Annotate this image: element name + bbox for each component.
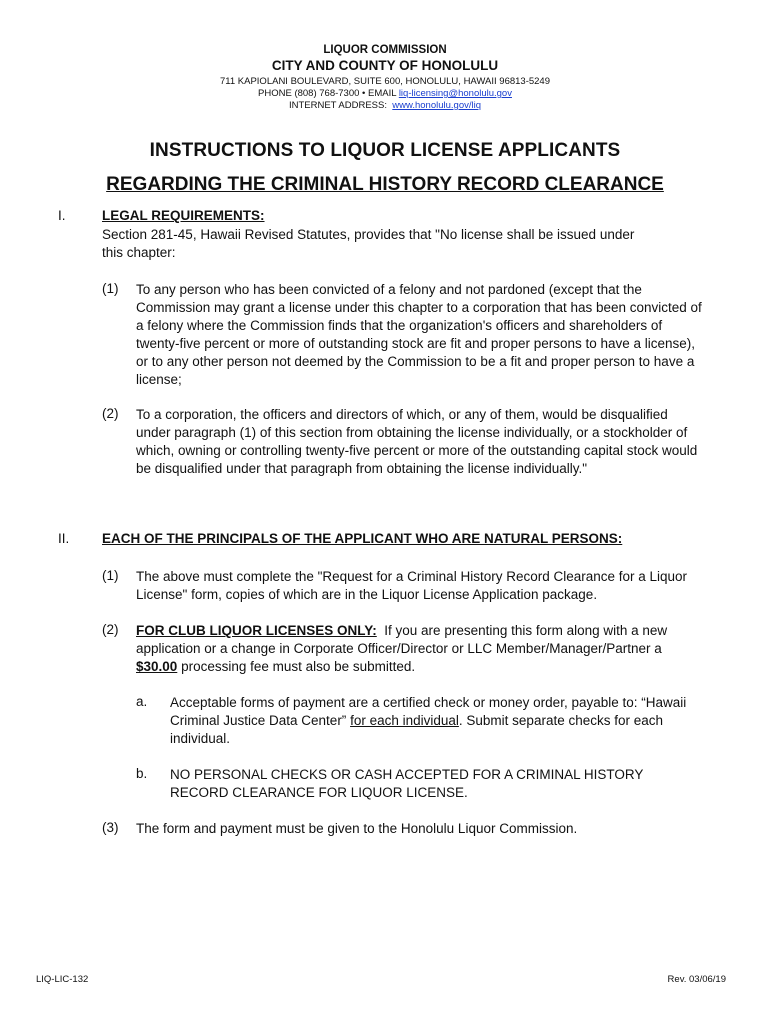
form-id: LIQ-LIC-132 (36, 974, 89, 985)
section1-intro-line1: Section 281-45, Hawaii Revised Statutes, provides that "No license shall be issued under (102, 227, 635, 242)
section1-item1-number: (1) (102, 281, 119, 296)
section1-intro (102, 226, 702, 262)
section1-item1-text: To any person who has been convicted of a felony and not pardoned (except that the Commission may grant a license under this chapter to a corporation that has been convicted of a felony where the Commission finds that the organization's officers and shareholders of twenty-five percent or more of outstanding stock are fit and proper persons to have a license), or to any other person not deemed by the Commission to be a fit and proper person to have a license; (136, 282, 702, 387)
section1-numeral: I. (58, 208, 66, 223)
website-link[interactable]: www.honolulu.gov/liq (392, 100, 482, 111)
agency-name: LIQUOR COMMISSION (323, 44, 447, 56)
document-subtitle: REGARDING THE CRIMINAL HISTORY RECORD CLEARANCE (106, 174, 664, 195)
section2-item3-number: (3) (102, 820, 119, 835)
section2-item2-text (136, 622, 706, 676)
section1-intro-line2: this chapter: (102, 245, 176, 260)
club-license-text-before: If you are presenting this form along with a new application or a change in Corporate Officer/Director or LLC Member/Manager/Partner a (136, 623, 668, 656)
section2-item1-number: (1) (102, 568, 119, 583)
club-license-label: FOR CLUB LIQUOR LICENSES ONLY: (136, 623, 377, 638)
section1-item2-number: (2) (102, 406, 119, 421)
contact-line (0, 88, 770, 99)
sub-a-underlined: for each individual (350, 713, 459, 728)
internet-label: INTERNET ADDRESS: (288, 100, 387, 111)
section2-numeral: II. (58, 531, 70, 546)
office-address: 711 KAPIOLANI BOULEVARD, SUITE 600, HONOLULU, HAWAII 96813-5249 (220, 76, 550, 87)
revision-date: Rev. 03/06/19 (667, 974, 726, 985)
sub-a-text (170, 694, 700, 748)
section1-heading: LEGAL REQUIREMENTS: (102, 208, 265, 223)
section2-heading: EACH OF THE PRINCIPALS OF THE APPLICANT WHO ARE NATURAL PERSONS: (102, 531, 623, 546)
club-license-text-after: processing fee must also be submitted. (181, 659, 416, 674)
document-title: INSTRUCTIONS TO LIQUOR LICENSE APPLICANTS (149, 140, 621, 161)
sub-b-text: NO PERSONAL CHECKS OR CASH ACCEPTED FOR A CRIMINAL HISTORY RECORD CLEARANCE FOR LIQUOR LICENSE. (170, 767, 644, 800)
phone-label: PHONE (808) 768-7300 • EMAIL (258, 88, 397, 99)
sub-a-text-after: . Submit separate checks for each individual. (170, 713, 664, 746)
section2-item2-number: (2) (102, 622, 119, 637)
sub-a-text-before: Acceptable forms of payment are a certified check or money order, payable to: “Hawaii Criminal Justice Data Center” (170, 695, 687, 728)
section1-item2-text: To a corporation, the officers and directors of which, or any of them, would be disqualified under paragraph (1) of this section from obtaining the license individually, or a stockholder of which, owning or controlling twenty-five percent or more of the outstanding capital stock would be disqualified under that paragraph from obtaining the license individually." (136, 407, 698, 476)
section2-item3-text: The form and payment must be given to the Honolulu Liquor Commission. (136, 821, 578, 836)
city-name: CITY AND COUNTY OF HONOLULU (271, 58, 499, 73)
email-link[interactable]: liq-licensing@honolulu.gov (398, 88, 512, 99)
sub-b-letter: b. (136, 766, 148, 781)
sub-a-letter: a. (136, 694, 148, 709)
processing-fee: $30.00 (136, 659, 178, 674)
section2-item1-text: The above must complete the "Request for a Criminal History Record Clearance for a Liquor License" form, copies of which are in the Liquor License Application package. (136, 569, 688, 602)
website-line (0, 100, 770, 111)
